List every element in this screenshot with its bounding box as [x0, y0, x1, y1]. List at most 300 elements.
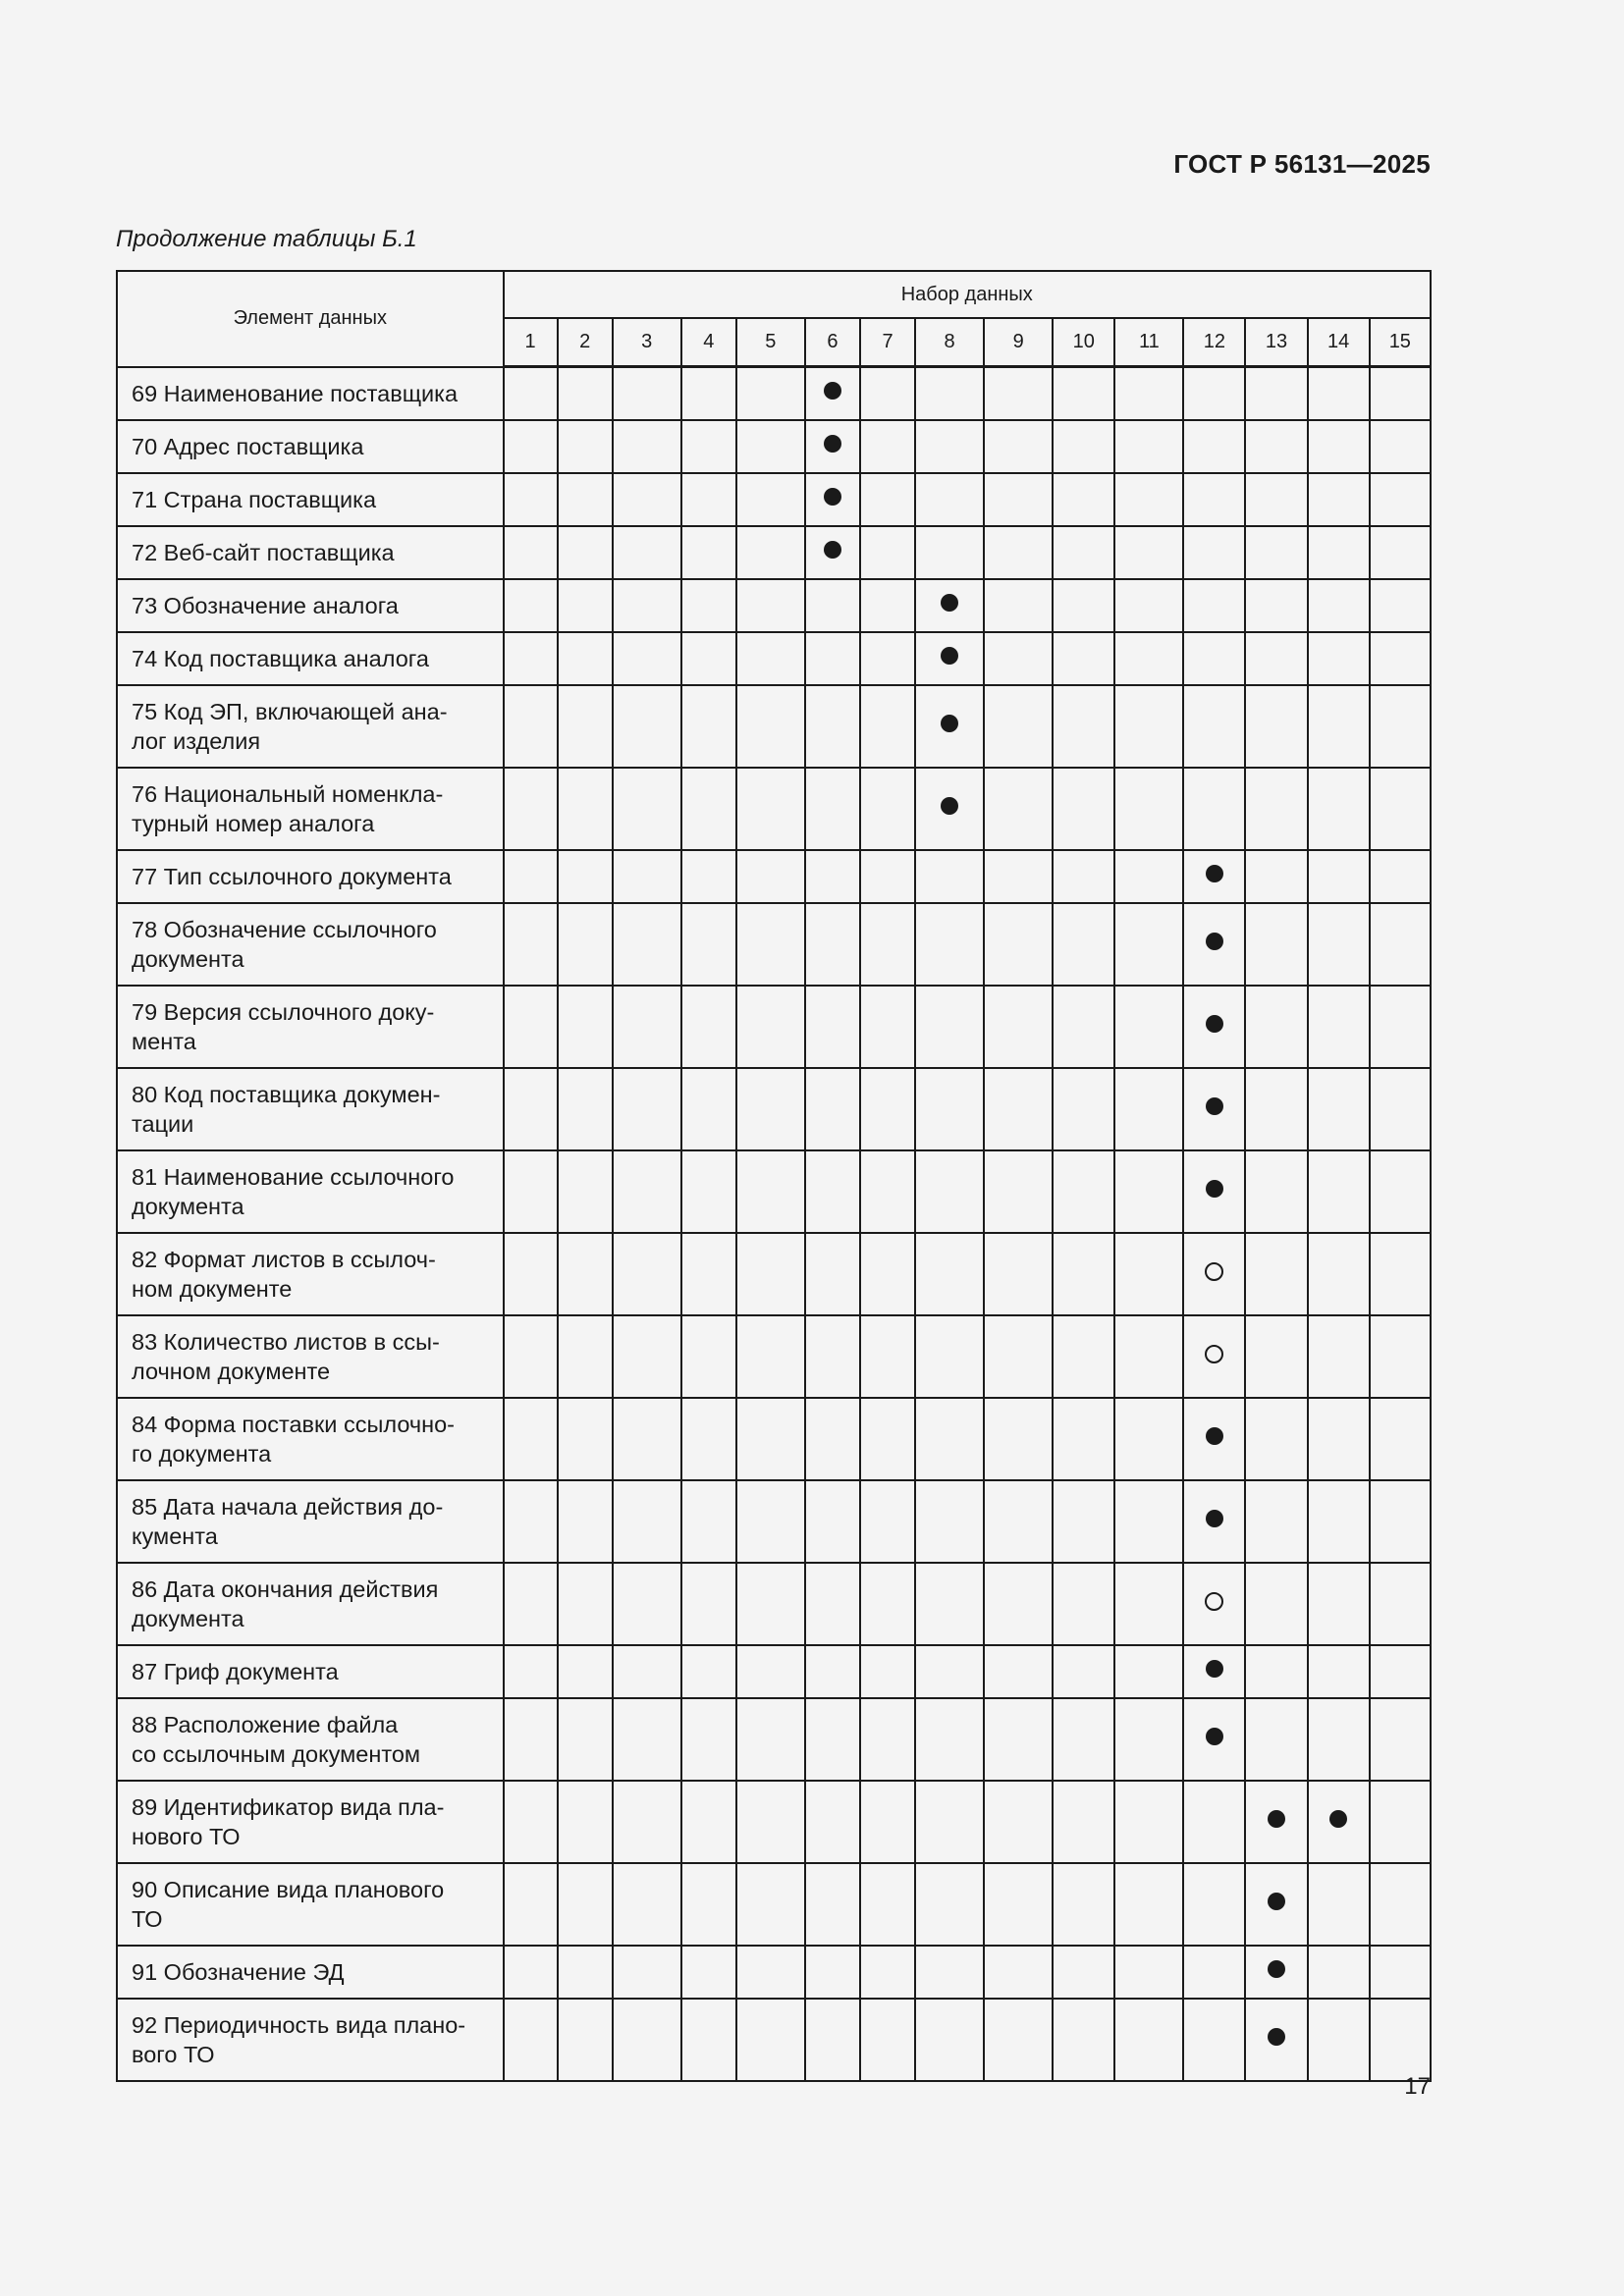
dataset-cell-9 [984, 632, 1053, 685]
dataset-cell-14 [1308, 1645, 1370, 1698]
dataset-cell-10 [1053, 420, 1114, 473]
dataset-cell-7 [860, 1315, 915, 1398]
dataset-cell-15 [1370, 1781, 1431, 1863]
dataset-cell-12 [1183, 420, 1245, 473]
dataset-cell-7 [860, 1480, 915, 1563]
dataset-cell-13 [1245, 1999, 1307, 2081]
dataset-column-header: 3 [613, 318, 681, 367]
dataset-cell-8 [915, 526, 984, 579]
required-marker-icon [941, 797, 958, 815]
optional-marker-icon [1205, 1345, 1223, 1363]
dataset-cell-7 [860, 1781, 915, 1863]
dataset-cell-8 [915, 903, 984, 986]
dataset-cell-14 [1308, 1946, 1370, 1999]
dataset-cell-12 [1183, 850, 1245, 903]
required-marker-icon [1268, 1893, 1285, 1910]
dataset-cell-15 [1370, 1863, 1431, 1946]
table-row [117, 1233, 1431, 1315]
dataset-cell-13 [1245, 1563, 1307, 1645]
required-marker-icon [1206, 1015, 1223, 1033]
required-marker-icon [1268, 2028, 1285, 2046]
dataset-cell-6 [805, 1863, 860, 1946]
dataset-cell-4 [681, 579, 736, 632]
dataset-cell-8 [915, 1150, 984, 1233]
document-code: ГОСТ Р 56131—2025 [1173, 149, 1431, 179]
dataset-cell-1 [504, 1068, 558, 1150]
dataset-cell-7 [860, 1863, 915, 1946]
dataset-cell-11 [1114, 473, 1183, 526]
dataset-cell-8 [915, 1863, 984, 1946]
dataset-cell-11 [1114, 1781, 1183, 1863]
dataset-cell-6 [805, 685, 860, 768]
dataset-cell-11 [1114, 367, 1183, 420]
dataset-cell-12 [1183, 526, 1245, 579]
dataset-cell-11 [1114, 526, 1183, 579]
dataset-cell-7 [860, 1150, 915, 1233]
table-row [117, 1398, 1431, 1480]
dataset-cell-1 [504, 1398, 558, 1480]
dataset-cell-5 [736, 420, 805, 473]
dataset-cell-12 [1183, 1398, 1245, 1480]
required-marker-icon [1206, 1728, 1223, 1745]
dataset-cell-2 [558, 850, 613, 903]
dataset-cell-9 [984, 1480, 1053, 1563]
dataset-cell-2 [558, 1698, 613, 1781]
dataset-cell-14 [1308, 579, 1370, 632]
table-row [117, 579, 1431, 632]
dataset-cell-8 [915, 1645, 984, 1698]
dataset-cell-6 [805, 1315, 860, 1398]
dataset-cell-12 [1183, 1233, 1245, 1315]
data-element-name: 87 Гриф документа [117, 1645, 504, 1698]
dataset-cell-13 [1245, 526, 1307, 579]
dataset-cell-2 [558, 1863, 613, 1946]
dataset-cell-2 [558, 903, 613, 986]
dataset-cell-6 [805, 850, 860, 903]
dataset-cell-7 [860, 1946, 915, 1999]
dataset-cell-9 [984, 1781, 1053, 1863]
dataset-cell-12 [1183, 1999, 1245, 2081]
dataset-cell-5 [736, 473, 805, 526]
data-element-name: 84 Форма поставки ссылочно- го документа [117, 1398, 504, 1480]
dataset-cell-6 [805, 1150, 860, 1233]
dataset-cell-1 [504, 850, 558, 903]
dataset-cell-12 [1183, 367, 1245, 420]
dataset-cell-1 [504, 473, 558, 526]
element-column-header: Элемент данных [117, 271, 504, 367]
dataset-column-header: 7 [860, 318, 915, 367]
dataset-cell-1 [504, 420, 558, 473]
dataset-cell-14 [1308, 1480, 1370, 1563]
required-marker-icon [941, 715, 958, 732]
table-row [117, 1480, 1431, 1563]
table-caption: Продолжение таблицы Б.1 [116, 226, 417, 252]
dataset-cell-6 [805, 1480, 860, 1563]
dataset-cell-3 [613, 1233, 681, 1315]
dataset-cell-14 [1308, 685, 1370, 768]
dataset-cell-6 [805, 903, 860, 986]
dataset-cell-6 [805, 632, 860, 685]
dataset-cell-1 [504, 579, 558, 632]
dataset-cell-13 [1245, 420, 1307, 473]
dataset-cell-3 [613, 1946, 681, 1999]
dataset-cell-2 [558, 526, 613, 579]
dataset-cell-11 [1114, 903, 1183, 986]
dataset-cell-2 [558, 1781, 613, 1863]
dataset-cell-9 [984, 1398, 1053, 1480]
dataset-cell-10 [1053, 685, 1114, 768]
dataset-cell-12 [1183, 986, 1245, 1068]
dataset-cell-11 [1114, 850, 1183, 903]
dataset-cell-15 [1370, 473, 1431, 526]
page-number: 17 [1404, 2073, 1431, 2100]
dataset-column-header: 10 [1053, 318, 1114, 367]
dataset-cell-13 [1245, 685, 1307, 768]
dataset-cell-4 [681, 1398, 736, 1480]
dataset-cell-12 [1183, 473, 1245, 526]
dataset-cell-13 [1245, 1946, 1307, 1999]
dataset-column-header: 14 [1308, 318, 1370, 367]
dataset-cell-13 [1245, 986, 1307, 1068]
dataset-cell-2 [558, 1946, 613, 1999]
dataset-cell-1 [504, 768, 558, 850]
data-element-name: 81 Наименование ссылочного документа [117, 1150, 504, 1233]
dataset-cell-13 [1245, 1698, 1307, 1781]
table-row [117, 1863, 1431, 1946]
table-row [117, 1563, 1431, 1645]
dataset-cell-6 [805, 1068, 860, 1150]
dataset-cell-2 [558, 1233, 613, 1315]
dataset-cell-5 [736, 1645, 805, 1698]
dataset-cell-2 [558, 1480, 613, 1563]
dataset-cell-13 [1245, 1150, 1307, 1233]
required-marker-icon [941, 647, 958, 665]
dataset-cell-10 [1053, 1068, 1114, 1150]
dataset-cell-15 [1370, 1068, 1431, 1150]
dataset-cell-5 [736, 1863, 805, 1946]
dataset-cell-10 [1053, 903, 1114, 986]
table-row [117, 526, 1431, 579]
data-element-name: 86 Дата окончания действия документа [117, 1563, 504, 1645]
dataset-cell-11 [1114, 1315, 1183, 1398]
dataset-cell-3 [613, 986, 681, 1068]
dataset-cell-6 [805, 1946, 860, 1999]
dataset-cell-9 [984, 986, 1053, 1068]
dataset-cell-14 [1308, 1068, 1370, 1150]
dataset-cell-6 [805, 420, 860, 473]
dataset-cell-11 [1114, 1398, 1183, 1480]
dataset-cell-13 [1245, 1233, 1307, 1315]
dataset-cell-11 [1114, 1150, 1183, 1233]
dataset-cell-10 [1053, 1233, 1114, 1315]
dataset-column-header: 15 [1370, 318, 1431, 367]
dataset-cell-13 [1245, 579, 1307, 632]
required-marker-icon [1268, 1960, 1285, 1978]
dataset-cell-10 [1053, 1645, 1114, 1698]
dataset-cell-10 [1053, 473, 1114, 526]
dataset-cell-2 [558, 1999, 613, 2081]
dataset-cell-5 [736, 1233, 805, 1315]
dataset-column-header: 13 [1245, 318, 1307, 367]
data-element-name: 88 Расположение файла со ссылочным документом [117, 1698, 504, 1781]
dataset-cell-13 [1245, 850, 1307, 903]
dataset-cell-15 [1370, 1150, 1431, 1233]
dataset-cell-14 [1308, 850, 1370, 903]
dataset-cell-10 [1053, 1315, 1114, 1398]
dataset-cell-14 [1308, 1150, 1370, 1233]
dataset-cell-2 [558, 367, 613, 420]
table-row [117, 1150, 1431, 1233]
dataset-cell-1 [504, 1315, 558, 1398]
dataset-cell-5 [736, 1698, 805, 1781]
dataset-cell-2 [558, 1645, 613, 1698]
dataset-cell-9 [984, 768, 1053, 850]
dataset-cell-10 [1053, 367, 1114, 420]
dataset-cell-3 [613, 526, 681, 579]
dataset-cell-2 [558, 1563, 613, 1645]
dataset-cell-6 [805, 986, 860, 1068]
dataset-cell-3 [613, 903, 681, 986]
dataset-cell-14 [1308, 903, 1370, 986]
dataset-cell-11 [1114, 768, 1183, 850]
data-element-name: 91 Обозначение ЭД [117, 1946, 504, 1999]
dataset-cell-4 [681, 1068, 736, 1150]
required-marker-icon [1268, 1810, 1285, 1828]
dataset-cell-14 [1308, 526, 1370, 579]
required-marker-icon [1206, 933, 1223, 950]
dataset-cell-14 [1308, 1698, 1370, 1781]
data-element-name: 89 Идентификатор вида пла- нового ТО [117, 1781, 504, 1863]
dataset-cell-9 [984, 1315, 1053, 1398]
dataset-cell-8 [915, 1398, 984, 1480]
dataset-cell-14 [1308, 1398, 1370, 1480]
dataset-cell-5 [736, 685, 805, 768]
dataset-cell-15 [1370, 1645, 1431, 1698]
dataset-cell-2 [558, 1398, 613, 1480]
dataset-cell-4 [681, 1946, 736, 1999]
dataset-cell-11 [1114, 579, 1183, 632]
dataset-cell-14 [1308, 768, 1370, 850]
required-marker-icon [941, 594, 958, 612]
dataset-cell-11 [1114, 1863, 1183, 1946]
dataset-cell-13 [1245, 1645, 1307, 1698]
dataset-cell-14 [1308, 1563, 1370, 1645]
dataset-cell-9 [984, 1999, 1053, 2081]
dataset-cell-8 [915, 1999, 984, 2081]
dataset-cell-2 [558, 473, 613, 526]
dataset-cell-5 [736, 768, 805, 850]
dataset-column-header: 1 [504, 318, 558, 367]
dataset-cell-9 [984, 1645, 1053, 1698]
dataset-cell-1 [504, 1563, 558, 1645]
data-element-name: 92 Периодичность вида плано- вого ТО [117, 1999, 504, 2081]
dataset-cell-15 [1370, 1946, 1431, 1999]
data-element-name: 73 Обозначение аналога [117, 579, 504, 632]
dataset-cell-8 [915, 367, 984, 420]
dataset-cell-7 [860, 1999, 915, 2081]
dataset-cell-11 [1114, 1999, 1183, 2081]
dataset-cell-13 [1245, 632, 1307, 685]
table-row [117, 1946, 1431, 1999]
dataset-cell-13 [1245, 768, 1307, 850]
dataset-cell-4 [681, 1645, 736, 1698]
dataset-cell-1 [504, 1781, 558, 1863]
dataset-cell-1 [504, 1946, 558, 1999]
table-row [117, 685, 1431, 768]
dataset-cell-2 [558, 768, 613, 850]
dataset-cell-13 [1245, 1480, 1307, 1563]
dataset-cell-13 [1245, 1781, 1307, 1863]
dataset-cell-9 [984, 1068, 1053, 1150]
dataset-cell-7 [860, 1068, 915, 1150]
dataset-cell-5 [736, 526, 805, 579]
table-row [117, 986, 1431, 1068]
dataset-cell-14 [1308, 1233, 1370, 1315]
dataset-cell-7 [860, 850, 915, 903]
dataset-cell-7 [860, 986, 915, 1068]
dataset-cell-10 [1053, 1999, 1114, 2081]
dataset-column-header: 11 [1114, 318, 1183, 367]
data-element-name: 80 Код поставщика докумен- тации [117, 1068, 504, 1150]
dataset-cell-7 [860, 1398, 915, 1480]
dataset-cell-3 [613, 367, 681, 420]
dataset-cell-13 [1245, 367, 1307, 420]
dataset-cell-3 [613, 1781, 681, 1863]
dataset-cell-15 [1370, 1999, 1431, 2081]
required-marker-icon [1206, 1510, 1223, 1527]
dataset-cell-14 [1308, 986, 1370, 1068]
dataset-cell-6 [805, 1698, 860, 1781]
dataset-cell-5 [736, 1480, 805, 1563]
dataset-cell-2 [558, 685, 613, 768]
dataset-cell-12 [1183, 632, 1245, 685]
dataset-cell-6 [805, 768, 860, 850]
dataset-cell-5 [736, 903, 805, 986]
dataset-cell-9 [984, 1233, 1053, 1315]
dataset-cell-11 [1114, 1698, 1183, 1781]
dataset-cell-4 [681, 1698, 736, 1781]
dataset-cell-10 [1053, 1563, 1114, 1645]
dataset-cell-12 [1183, 685, 1245, 768]
required-marker-icon [1206, 1427, 1223, 1445]
dataset-cell-5 [736, 1781, 805, 1863]
required-marker-icon [824, 541, 841, 559]
dataset-cell-14 [1308, 1999, 1370, 2081]
optional-marker-icon [1205, 1262, 1223, 1281]
dataset-cell-1 [504, 986, 558, 1068]
data-element-name: 78 Обозначение ссылочного документа [117, 903, 504, 986]
table-row [117, 632, 1431, 685]
dataset-cell-5 [736, 1946, 805, 1999]
dataset-cell-7 [860, 768, 915, 850]
dataset-cell-3 [613, 1150, 681, 1233]
dataset-cell-11 [1114, 1563, 1183, 1645]
table-row [117, 1698, 1431, 1781]
dataset-cell-4 [681, 367, 736, 420]
table-row [117, 473, 1431, 526]
required-marker-icon [1206, 1180, 1223, 1198]
dataset-cell-6 [805, 1781, 860, 1863]
dataset-cell-3 [613, 632, 681, 685]
dataset-cell-5 [736, 1563, 805, 1645]
dataset-cell-11 [1114, 632, 1183, 685]
dataset-cell-2 [558, 986, 613, 1068]
data-element-name: 70 Адрес поставщика [117, 420, 504, 473]
required-marker-icon [1206, 1097, 1223, 1115]
dataset-cell-7 [860, 1698, 915, 1781]
dataset-cell-8 [915, 1698, 984, 1781]
table-row [117, 1068, 1431, 1150]
dataset-cell-4 [681, 1233, 736, 1315]
dataset-cell-3 [613, 1480, 681, 1563]
dataset-cell-3 [613, 1068, 681, 1150]
dataset-cell-7 [860, 367, 915, 420]
required-marker-icon [1206, 865, 1223, 882]
dataset-cell-15 [1370, 526, 1431, 579]
dataset-cell-1 [504, 903, 558, 986]
dataset-cell-15 [1370, 1563, 1431, 1645]
dataset-cell-11 [1114, 1480, 1183, 1563]
dataset-cell-15 [1370, 1315, 1431, 1398]
dataset-cell-3 [613, 1398, 681, 1480]
dataset-cell-4 [681, 420, 736, 473]
dataset-cell-3 [613, 473, 681, 526]
dataset-cell-3 [613, 579, 681, 632]
dataset-cell-1 [504, 1645, 558, 1698]
dataset-cell-2 [558, 1315, 613, 1398]
dataset-cell-14 [1308, 367, 1370, 420]
data-element-name: 72 Веб-сайт поставщика [117, 526, 504, 579]
dataset-cell-10 [1053, 1698, 1114, 1781]
dataset-cell-8 [915, 685, 984, 768]
dataset-cell-5 [736, 579, 805, 632]
required-marker-icon [824, 435, 841, 453]
dataset-cell-4 [681, 1863, 736, 1946]
dataset-cell-3 [613, 1315, 681, 1398]
table-row [117, 768, 1431, 850]
dataset-cell-10 [1053, 579, 1114, 632]
dataset-cell-5 [736, 1150, 805, 1233]
dataset-cell-6 [805, 1645, 860, 1698]
dataset-cell-10 [1053, 1946, 1114, 1999]
required-marker-icon [1329, 1810, 1347, 1828]
dataset-cell-4 [681, 850, 736, 903]
table-row [117, 420, 1431, 473]
data-element-name: 83 Количество листов в ссы- лочном документе [117, 1315, 504, 1398]
dataset-cell-4 [681, 632, 736, 685]
dataset-cell-14 [1308, 473, 1370, 526]
dataset-cell-15 [1370, 768, 1431, 850]
table-row [117, 903, 1431, 986]
dataset-cell-9 [984, 685, 1053, 768]
dataset-cell-9 [984, 1698, 1053, 1781]
dataset-cell-5 [736, 1068, 805, 1150]
dataset-cell-3 [613, 420, 681, 473]
dataset-cell-11 [1114, 986, 1183, 1068]
dataset-cell-9 [984, 1563, 1053, 1645]
dataset-cell-13 [1245, 1068, 1307, 1150]
dataset-column-header: 5 [736, 318, 805, 367]
table-row [117, 367, 1431, 420]
dataset-cell-4 [681, 685, 736, 768]
data-element-name: 85 Дата начала действия до- кумента [117, 1480, 504, 1563]
dataset-cell-15 [1370, 1698, 1431, 1781]
dataset-column-header: 4 [681, 318, 736, 367]
dataset-cell-15 [1370, 632, 1431, 685]
dataset-cell-6 [805, 1999, 860, 2081]
dataset-cell-5 [736, 1315, 805, 1398]
dataset-cell-13 [1245, 1863, 1307, 1946]
